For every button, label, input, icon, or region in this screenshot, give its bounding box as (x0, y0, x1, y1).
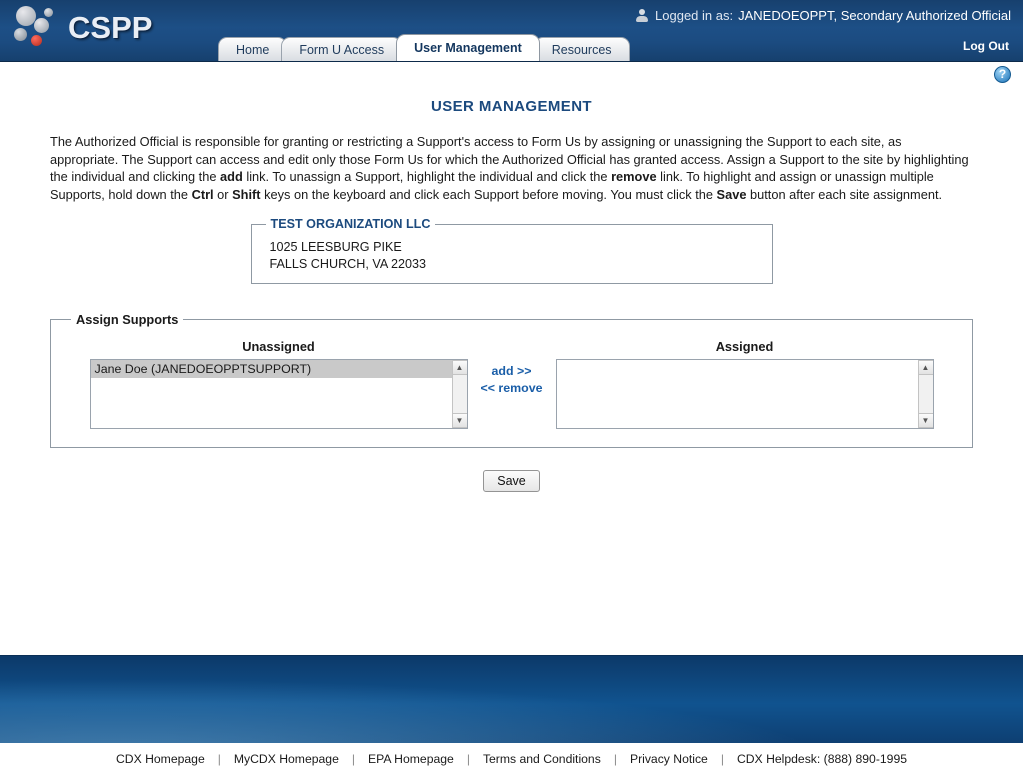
unassigned-scrollbar[interactable] (452, 360, 467, 428)
footer-separator: | (613, 752, 617, 766)
footer-separator: | (351, 752, 355, 766)
organization-address-line-1: 1025 LEESBURG PIKE (269, 240, 402, 254)
transfer-widget (65, 339, 958, 429)
unassigned-header: Unassigned (242, 339, 315, 354)
footer-separator: | (217, 752, 221, 766)
organization-name: TEST ORGANIZATION LLC (270, 217, 431, 231)
assigned-column (556, 339, 934, 429)
logo-text: CSPP (68, 10, 153, 45)
logged-in-user: JANEDOEOPPT, Secondary Authorized Official (738, 8, 1011, 23)
organization-panel (251, 217, 773, 284)
logged-in-label: Logged in as: (655, 8, 734, 23)
scroll-up-icon[interactable]: ▲ (919, 360, 933, 375)
remove-link[interactable]: << remove (480, 381, 543, 395)
footer-link-mycdx-homepage[interactable]: MyCDX Homepage (233, 752, 339, 766)
logout-link[interactable]: Log Out (963, 39, 1009, 53)
intro-paragraph: The Authorized Official is responsible for granting or restricting a Support's access to Form Us by assigning or unassigning the Support to each site, as appropriate. The Support can access and edit only those Form Us for which the Authorized Official has granted access. Assign a Support to the site by highlighting the individual and clicking the add link. To unassign a Support, highlight the individual and click the remove link. To highlight and assign or unassign multiple Supports, hold down the Ctrl or Shift keys on the keyboard and click each Support before moving. You must click the Save button after each site assignment. (50, 134, 969, 202)
tab-resources[interactable]: Resources (534, 37, 630, 61)
unassigned-column (90, 339, 468, 429)
main-nav-tabs (218, 35, 624, 61)
assigned-listbox[interactable] (556, 359, 934, 429)
assigned-scrollbar[interactable] (918, 360, 933, 428)
footer-links (0, 743, 1023, 775)
assigned-header: Assigned (715, 339, 774, 354)
molecule-icon (10, 2, 62, 54)
list-item[interactable]: Jane Doe (JANEDOEOPPTSUPPORT) (91, 360, 467, 378)
cspp-logo[interactable] (10, 2, 152, 54)
assign-supports-legend: Assign Supports (76, 312, 179, 327)
unassigned-listbox[interactable] (90, 359, 468, 429)
transfer-actions (468, 339, 556, 397)
organization-address-line-2: FALLS CHURCH, VA 22033 (269, 257, 427, 271)
tab-form-u-access[interactable]: Form U Access (281, 37, 402, 61)
user-icon (635, 9, 649, 23)
save-row (50, 470, 973, 492)
page-header (0, 0, 1023, 62)
footer-separator: | (720, 752, 724, 766)
scroll-down-icon[interactable]: ▼ (453, 413, 467, 428)
footer-helpdesk: CDX Helpdesk: (888) 890-1995 (736, 752, 907, 766)
footer-link-terms-and-conditions[interactable]: Terms and Conditions (482, 752, 601, 766)
tab-home[interactable]: Home (218, 37, 287, 61)
add-link[interactable]: add >> (491, 364, 532, 378)
footer-banner (0, 655, 1023, 743)
scroll-up-icon[interactable]: ▲ (453, 360, 467, 375)
assign-supports-panel (50, 312, 973, 448)
login-status (635, 8, 1011, 23)
tab-user-management[interactable]: User Management (396, 34, 540, 61)
footer-link-privacy-notice[interactable]: Privacy Notice (629, 752, 708, 766)
footer-link-cdx-homepage[interactable]: CDX Homepage (115, 752, 205, 766)
help-row (0, 62, 1023, 84)
main-content (0, 98, 1023, 691)
save-button[interactable]: Save (483, 470, 540, 492)
help-icon[interactable]: ? (994, 66, 1011, 83)
page-title: USER MANAGEMENT (430, 98, 592, 115)
scroll-down-icon[interactable]: ▼ (919, 413, 933, 428)
footer-separator: | (466, 752, 470, 766)
footer-link-epa-homepage[interactable]: EPA Homepage (367, 752, 454, 766)
